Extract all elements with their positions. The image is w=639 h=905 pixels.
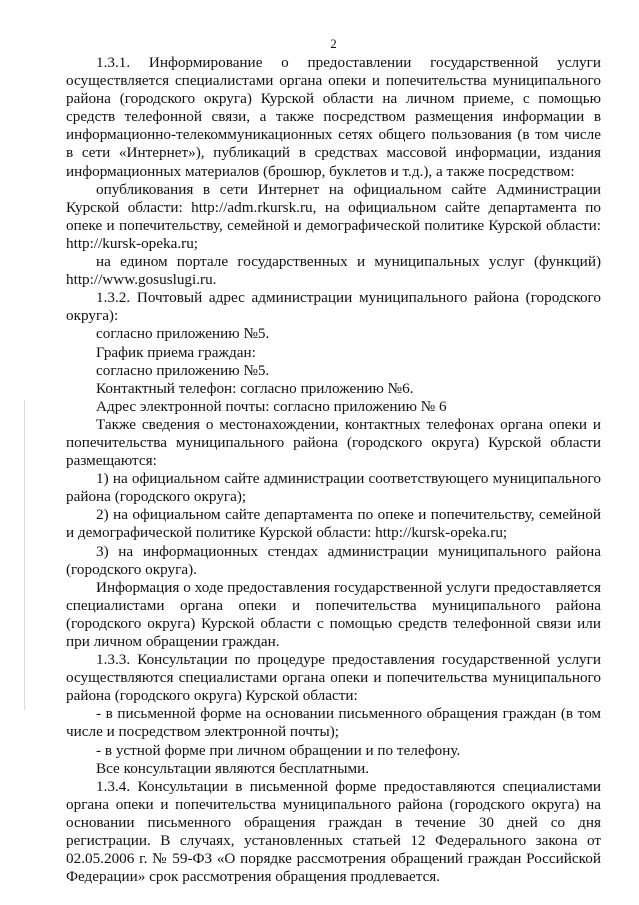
paragraph-1-3-2: 1.3.2. Почтовый адрес администрации муниципального района (городского округа): <box>66 289 601 325</box>
scan-margin-line <box>24 400 25 710</box>
list-item-written-form: - в письменной форме на основании письменного обращения граждан (в том числе и посредством электронной почты); <box>66 705 601 741</box>
paragraph-1-3-4: 1.3.4. Консультации в письменной форме предоставляются специалистами органа опеки и попечительства муниципального района (городского округа) на основании письменного обращения граждан в течение 30 дней со дня регистрации. В случаях, установленных статьей 12 Федерального закона от 02.05.2006 г. № 59-ФЗ «О порядке рассмотрения обращений граждан Российской Федерации» срок рассмотрения обращения продлевается. <box>66 777 601 886</box>
paragraph-email-address: Адрес электронной почты: согласно приложению № 6 <box>96 397 447 415</box>
paragraph-1-3-1: 1.3.1. Информирование о предоставлении государственной услуги осуществляется специалистами органа опеки и попечительства муниципального района (городского округа) Курской области на личном приеме, с помощью средств телефонной связи, а также посредством размещения информации в информационно-телекоммуникационных сетях общего пользования (в том числе в сети «Интернет»), публикаций в средствах массовой информации, издания информационных материалов (брошюр, буклетов и т.д.), а также посредством: <box>66 54 601 180</box>
paragraph-publication-website: опубликования в сети Интернет на официальном сайте Администрации Курской области: http://adm.rkursk.ru, на официальном сайте департамента по опеке и попечительству, семейной и демографической политике Курской области: http://kursk-opeka.ru; <box>66 180 601 252</box>
list-item-3: 3) на информационных стендах администрации муниципального района (городского округа). <box>66 542 601 578</box>
paragraph-contact-phone: Контактный телефон: согласно приложению №6. <box>96 379 414 397</box>
paragraph-free-consultations: Все консультации являются бесплатными. <box>96 759 370 777</box>
paragraph-service-progress: Информация о ходе предоставления государственной услуги предоставляется специалистами органа опеки и попечительства муниципального района (городского округа) Курской области с помощью средств телефонной связи или при личном обращении граждан. <box>66 578 601 650</box>
list-item-1: 1) на официальном сайте администрации соответствующего муниципального района (городского округа); <box>66 470 601 506</box>
list-item-2: 2) на официальном сайте департамента по опеке и попечительству, семейной и демографической политике Курской области: http://kursk-opeka.ru; <box>66 506 601 542</box>
paragraph-annex-5-address: согласно приложению №5. <box>96 325 270 343</box>
paragraph-annex-5-schedule: согласно приложению №5. <box>96 361 270 379</box>
page-number: 2 <box>330 36 337 51</box>
paragraph-reception-schedule: График приема граждан: <box>96 343 256 361</box>
paragraph-1-3-3: 1.3.3. Консультации по процедуре предоставления государственной услуги осуществляются специалистами органа опеки и попечительства муниципального района (городского округа) Курской области: <box>66 651 601 705</box>
paragraph-gosuslugi-portal: на едином портале государственных и муниципальных услуг (функций) http://www.gosuslugi.ru. <box>66 253 601 289</box>
paragraph-location-info: Также сведения о местонахождении, контактных телефонах органа опеки и попечительства муниципального района (городского округа) Курской области размещаются: <box>66 415 601 470</box>
list-item-oral-form: - в устной форме при личном обращении и по телефону. <box>96 741 461 759</box>
